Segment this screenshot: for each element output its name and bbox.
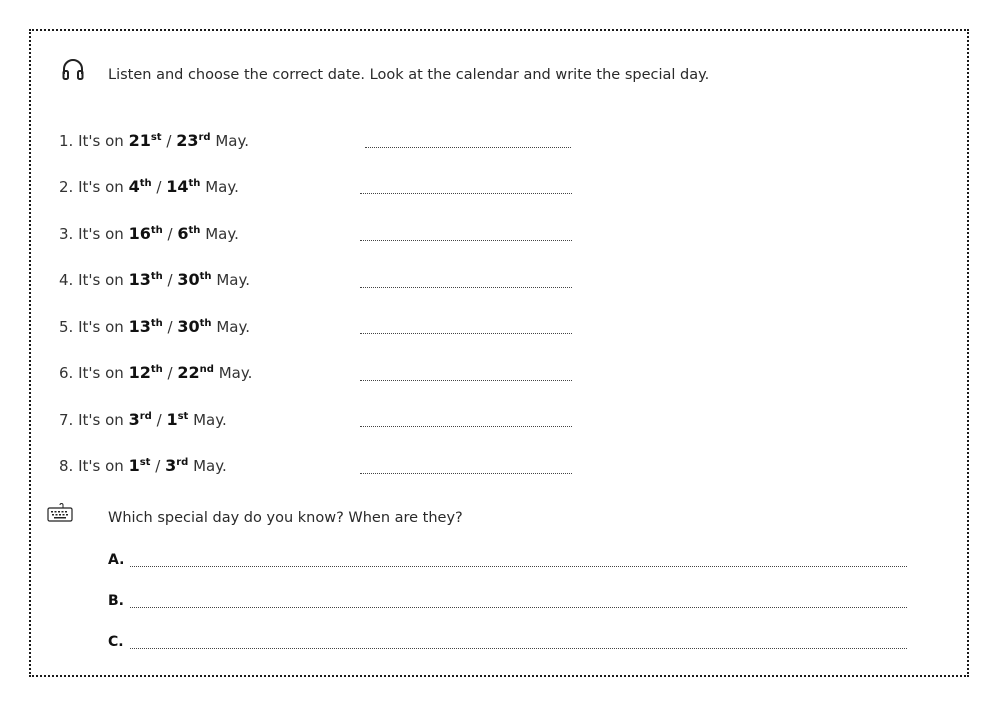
- answer-line-4[interactable]: [360, 287, 572, 288]
- answer-label-a: A.: [108, 552, 125, 568]
- answer-line-b[interactable]: [130, 607, 907, 608]
- answer-line-2[interactable]: [360, 193, 572, 194]
- answer-line-6[interactable]: [360, 380, 572, 381]
- worksheet-frame: [29, 29, 969, 677]
- answer-label-b: B.: [108, 593, 124, 609]
- item-4: 4. It's on 13th / 30th May.: [59, 270, 250, 289]
- answer-label-c: C.: [108, 634, 124, 650]
- item-2: 2. It's on 4th / 14th May.: [59, 177, 239, 196]
- item-1: 1. It's on 21st / 23rd May.: [59, 131, 249, 150]
- item-5: 5. It's on 13th / 30th May.: [59, 317, 250, 336]
- answer-line-3[interactable]: [360, 240, 572, 241]
- answer-line-5[interactable]: [360, 333, 572, 334]
- answer-line-8[interactable]: [360, 473, 572, 474]
- item-7: 7. It's on 3rd / 1st May.: [59, 410, 227, 429]
- item-3: 3. It's on 16th / 6th May.: [59, 224, 239, 243]
- instruction-text: Listen and choose the correct date. Look at the calendar and write the special day.: [108, 67, 710, 83]
- item-6: 6. It's on 12th / 22nd May.: [59, 363, 253, 382]
- answer-line-c[interactable]: [130, 648, 907, 649]
- question-text: Which special day do you know? When are they?: [108, 510, 463, 526]
- answer-line-a[interactable]: [130, 566, 907, 567]
- keyboard-icon: [47, 503, 73, 527]
- answer-line-1[interactable]: [365, 147, 571, 148]
- answer-line-7[interactable]: [360, 426, 572, 427]
- headphones-icon: [61, 57, 85, 85]
- item-8: 8. It's on 1st / 3rd May.: [59, 456, 227, 475]
